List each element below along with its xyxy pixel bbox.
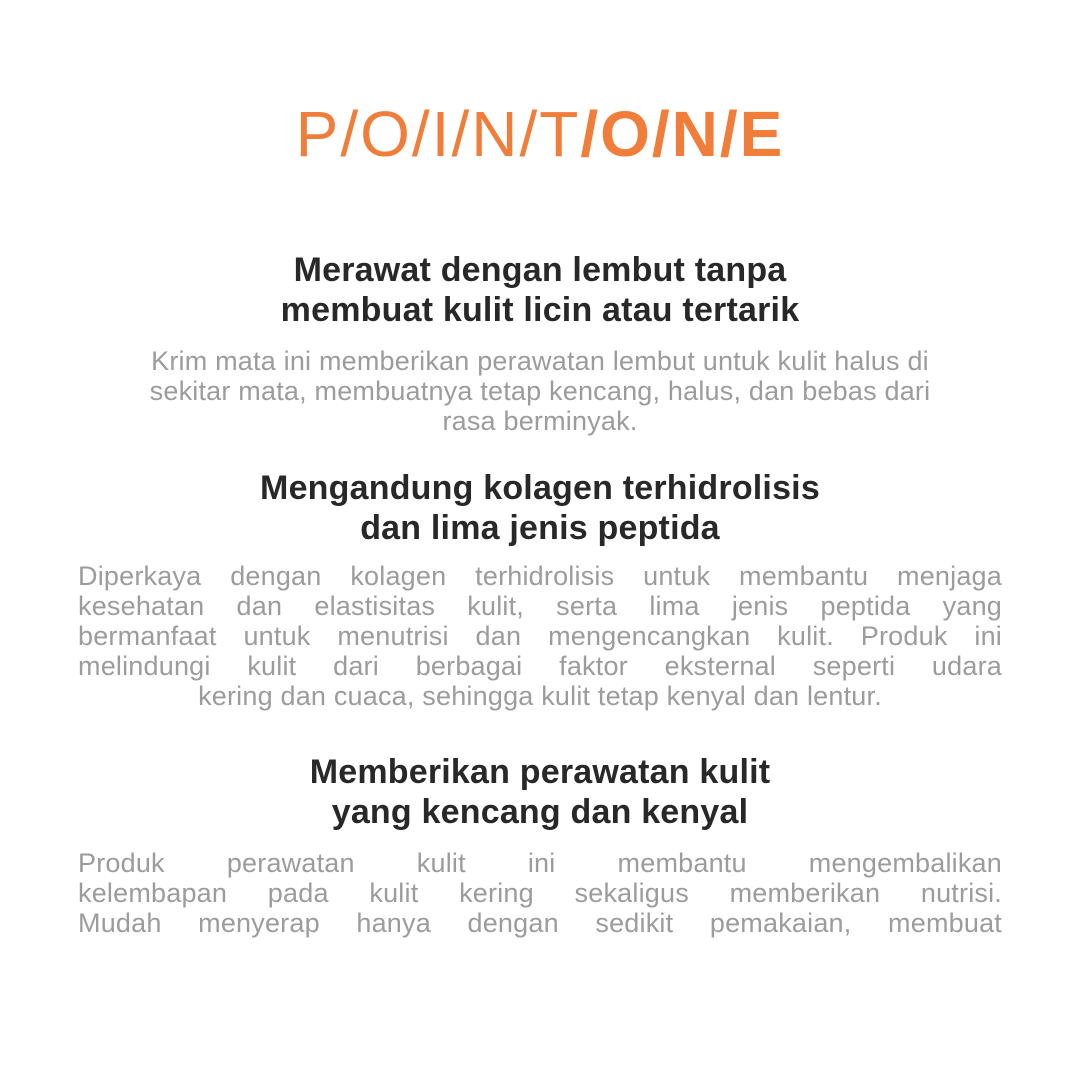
section-2-heading bbox=[78, 468, 1002, 548]
section-3-body bbox=[78, 848, 1002, 938]
section-2-body bbox=[78, 561, 1002, 711]
section-1-body bbox=[78, 346, 1002, 436]
body-line: Mudah menyerap hanya dengan sedikit pemakaian, membuat bbox=[78, 908, 1002, 938]
section-3-heading bbox=[78, 752, 1002, 832]
section-1-heading bbox=[78, 250, 1002, 330]
body-line: kesehatan dan elastisitas kulit, serta lima jenis peptida yang bbox=[78, 591, 1002, 621]
body-line: kelembapan pada kulit kering sekaligus memberikan nutrisi. bbox=[78, 878, 1002, 908]
content-column bbox=[78, 250, 1002, 938]
body-line: Produk perawatan kulit ini membantu mengembalikan bbox=[78, 848, 1002, 878]
brand-logo-bold-part: /O/N/E bbox=[580, 98, 785, 170]
heading-line: Merawat dengan lembut tanpa bbox=[293, 251, 787, 289]
body-line: kering dan cuaca, sehingga kulit tetap kenyal dan lentur. bbox=[198, 681, 882, 711]
heading-line: dan lima jenis peptida bbox=[360, 509, 720, 547]
brand-logo bbox=[0, 96, 1080, 172]
brand-logo-thin-part: P/O/I/N/T bbox=[295, 98, 581, 170]
heading-line: Memberikan perawatan kulit bbox=[309, 753, 771, 791]
body-line: bermanfaat untuk menutrisi dan mengencangkan kulit. Produk ini bbox=[78, 621, 1002, 651]
body-line: melindungi kulit dari berbagai faktor eksternal seperti udara bbox=[78, 651, 1002, 681]
heading-line: membuat kulit licin atau tertarik bbox=[280, 291, 800, 329]
heading-line: Mengandung kolagen terhidrolisis bbox=[260, 469, 820, 507]
body-line: Diperkaya dengan kolagen terhidrolisis untuk membantu menjaga bbox=[78, 561, 1002, 591]
body-line: rasa berminyak. bbox=[442, 406, 638, 436]
heading-line: yang kencang dan kenyal bbox=[331, 793, 749, 831]
product-description-page bbox=[0, 96, 1080, 1080]
body-line: sekitar mata, membuatnya tetap kencang, halus, dan bebas dari bbox=[149, 376, 931, 406]
body-line: Krim mata ini memberikan perawatan lembut untuk kulit halus di bbox=[151, 346, 929, 376]
